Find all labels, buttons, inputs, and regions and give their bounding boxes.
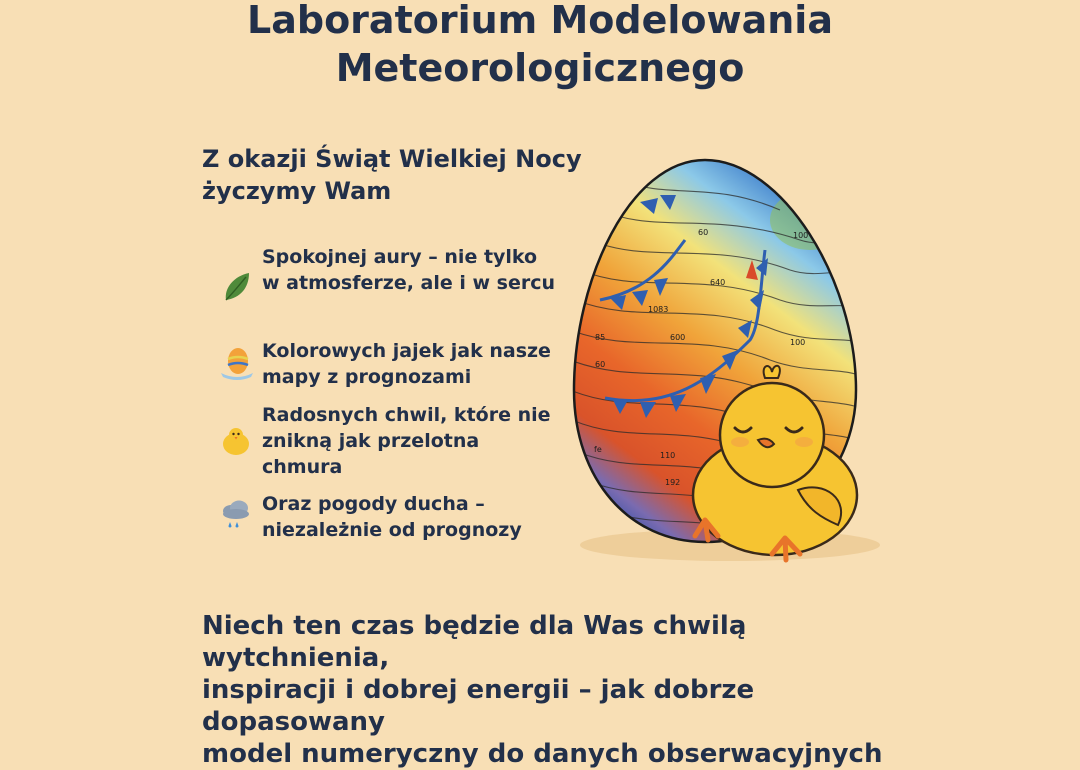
closing-line-2: inspiracji i dobrej energii – jak dobrze dopasowany (202, 675, 755, 737)
leaf-icon (222, 270, 252, 308)
map-label: 110 (660, 451, 676, 460)
title-line-2: Meteorologicznego (335, 46, 745, 90)
wish-text-line: Spokojnej aury – nie tylko (262, 246, 538, 268)
wish-text-line: niezależnie od prognozy (262, 519, 522, 541)
map-label: 60 (595, 360, 606, 369)
map-label: 192 (665, 478, 681, 487)
closing-message (202, 610, 922, 770)
easter-egg-weather-map-illustration (560, 140, 900, 584)
greeting-line-1: Z okazji Świąt Wielkiej Nocy (202, 145, 582, 173)
wish-text-line: Radosnych chwil, które nie (262, 404, 551, 426)
wish-text-line: chmura (262, 456, 343, 478)
title-line-1: Laboratorium Modelowania (247, 0, 833, 42)
wish-text-line: Kolorowych jajek jak nasze (262, 340, 551, 362)
map-label: fe (594, 445, 602, 454)
map-label: 600 (670, 333, 686, 342)
wish-text-line: w atmosferze, ale i w sercu (262, 272, 556, 294)
greeting-line-2: życzymy Wam (202, 177, 392, 205)
map-label: 85 (595, 333, 606, 342)
easter-egg-icon (219, 343, 255, 387)
closing-line-1: Niech ten czas będzie dla Was chwilą wytchnienia, (202, 611, 747, 673)
map-label: 640 (710, 278, 726, 287)
wish-item (262, 491, 562, 543)
wish-item (262, 244, 562, 296)
closing-line-3: model numeryczny do danych obserwacyjnych (202, 739, 883, 769)
map-label: 100 (790, 338, 806, 347)
map-label: 60 (698, 228, 709, 237)
greeting (202, 143, 602, 207)
map-label: 100 (793, 231, 809, 240)
wish-item (262, 402, 562, 480)
wish-text-line: mapy z prognozami (262, 366, 472, 388)
page-title (0, 0, 1080, 92)
rain-cloud-icon (219, 496, 253, 536)
chick-icon (219, 424, 253, 462)
wish-item (262, 338, 562, 390)
wish-text-line: Oraz pogody ducha – (262, 493, 485, 515)
wish-text-line: znikną jak przelotna (262, 430, 480, 452)
map-label: 1083 (648, 305, 669, 314)
